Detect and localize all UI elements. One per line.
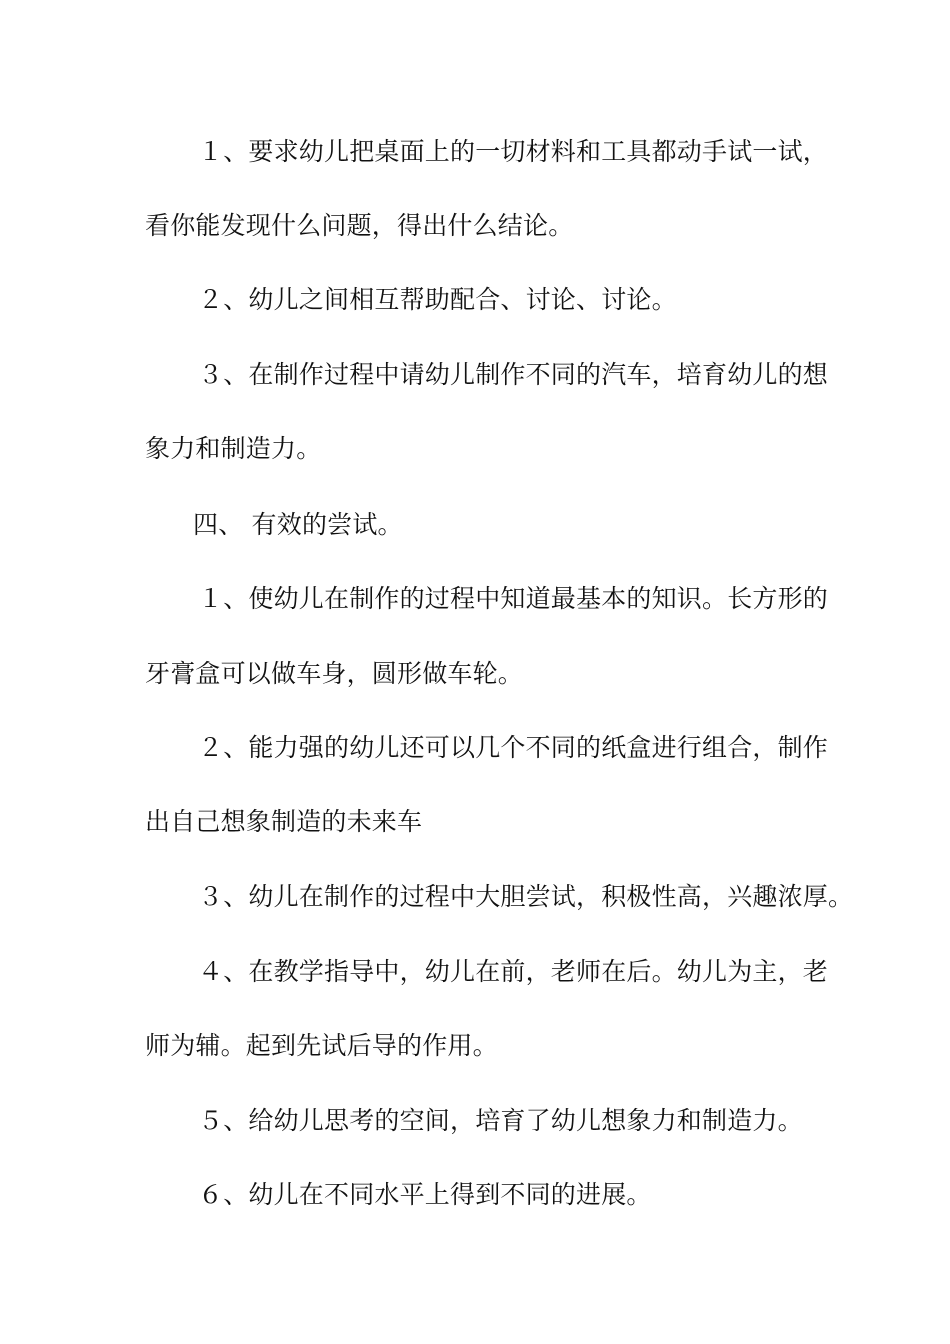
paragraph-1-line-1: １、要求幼儿把桌面上的一切材料和工具都动手试一试， bbox=[198, 137, 829, 166]
item-2-line-2: 出自己想象制造的未来车 bbox=[145, 807, 423, 836]
item-1-line-2: 牙膏盒可以做车身，圆形做车轮。 bbox=[145, 659, 524, 688]
item-1-line-1: １、使幼儿在制作的过程中知道最基本的知识。长方形的 bbox=[198, 584, 829, 613]
paragraph-3-line-2: 象力和制造力。 bbox=[145, 434, 322, 463]
paragraph-1-line-2: 看你能发现什么问题，得出什么结论。 bbox=[145, 211, 574, 240]
section-heading: 四、 有效的尝试。 bbox=[193, 510, 403, 539]
paragraph-2: ２、幼儿之间相互帮助配合、讨论、讨论。 bbox=[198, 285, 677, 314]
item-5: ５、给幼儿思考的空间，培育了幼儿想象力和制造力。 bbox=[198, 1106, 803, 1135]
item-6: ６、幼儿在不同水平上得到不同的进展。 bbox=[198, 1180, 652, 1209]
item-3: ３、幼儿在制作的过程中大胆尝试，积极性高，兴趣浓厚。 bbox=[198, 882, 854, 911]
item-2-line-1: ２、能力强的幼儿还可以几个不同的纸盒进行组合，制作 bbox=[198, 733, 829, 762]
paragraph-3-line-1: ３、在制作过程中请幼儿制作不同的汽车，培育幼儿的想 bbox=[198, 360, 829, 389]
item-4-line-1: ４、在教学指导中，幼儿在前，老师在后。幼儿为主，老 bbox=[198, 957, 829, 986]
item-4-line-2: 师为辅。起到先试后导的作用。 bbox=[145, 1031, 498, 1060]
